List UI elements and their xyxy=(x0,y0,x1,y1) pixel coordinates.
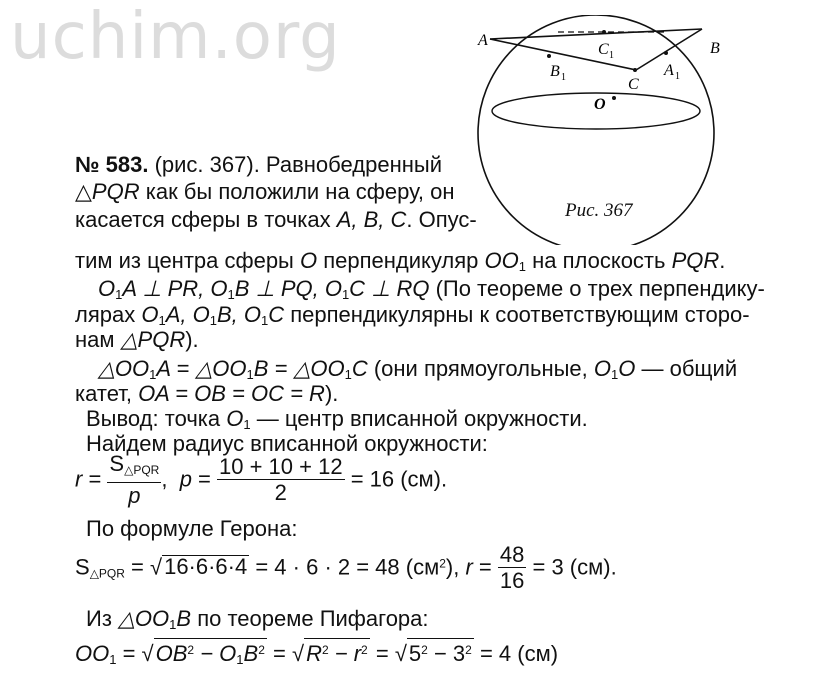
point-O xyxy=(612,96,616,100)
problem-line-13: Из $\triangle OO_1B$ по теореме Пифагора: xyxy=(86,606,429,632)
label-B: B xyxy=(710,40,720,57)
problem-line-8: $\triangle OO_1A$ = $\triangle OO_1B$ = $\triangle OO_1C$ (они прямоугольные, $O_1O$ — общий xyxy=(98,356,738,382)
segment-A-B xyxy=(490,29,702,39)
label-C1: C xyxy=(598,41,609,58)
formula-radius: r = $\frac{S_{\triangle PQR}}{p}$ , p = $\frac{10 + 10 + 12}{2}$ = 16 (см). xyxy=(75,451,448,508)
point-C1 xyxy=(602,30,606,34)
problem-line-2: △PQR как бы положили на сферу, он xyxy=(75,179,455,204)
problem-line-7: нам △PQR). xyxy=(75,327,199,352)
problem-line-10: Вывод: точка $O_1$ — центр вписанной окружности. xyxy=(86,406,588,432)
label-B1: B xyxy=(550,63,560,80)
segment-A-C xyxy=(490,39,636,70)
point-A1 xyxy=(664,51,668,55)
point-B1 xyxy=(547,54,551,58)
problem-line-1: № 583. (рис. 367). Равнобедренный xyxy=(75,152,442,177)
problem-line-9: катет, OA = OB = OC = R). xyxy=(75,381,339,406)
label-A1-sub: 1 xyxy=(675,71,680,82)
problem-line-12: По формуле Герона: xyxy=(86,516,298,541)
problem-line-6: лярах $O_1A$, $O_1B$, $O_1C$ перпендикулярны к соответствующим сторо- xyxy=(75,302,750,328)
problem-line-5: $O_1A$ ⊥ PR, $O_1B$ ⊥ PQ, $O_1C$ ⊥ RQ (По теореме о трех перпендику- xyxy=(98,276,765,302)
label-O: O xyxy=(594,96,606,113)
problem-line-4: тим из центра сферы O перпендикуляр $OO_1$ на плоскость PQR. xyxy=(75,248,726,274)
label-C: C xyxy=(628,76,639,93)
formula-pythagoras: $OO_1 = √OB^2 - O_1B^2 = √R^2 - r^2 = √5^2 - 3^2 = 4$ (см) xyxy=(75,638,558,673)
label-C1-sub: 1 xyxy=(609,50,614,61)
label-A: A xyxy=(478,32,488,49)
point-C xyxy=(633,68,637,72)
problem-line-11: Найдем радиус вписанной окружности: xyxy=(86,431,488,456)
watermark: uchim.org xyxy=(10,0,341,74)
figure-caption: Рис. 367 xyxy=(565,200,633,221)
problem-line-3: касается сферы в точках A, B, C. Опус- xyxy=(75,207,477,232)
label-B1-sub: 1 xyxy=(561,72,566,83)
label-A1: A xyxy=(664,62,674,79)
formula-heron: $S_{\triangle PQR} = √16\cdot 6\cdot 6\cdot 4 = 4 \cdot 6 \cdot 2 = 48$ $(см^2)$, r = $\frac{48}{16}$ = 3 (см). xyxy=(75,542,617,593)
